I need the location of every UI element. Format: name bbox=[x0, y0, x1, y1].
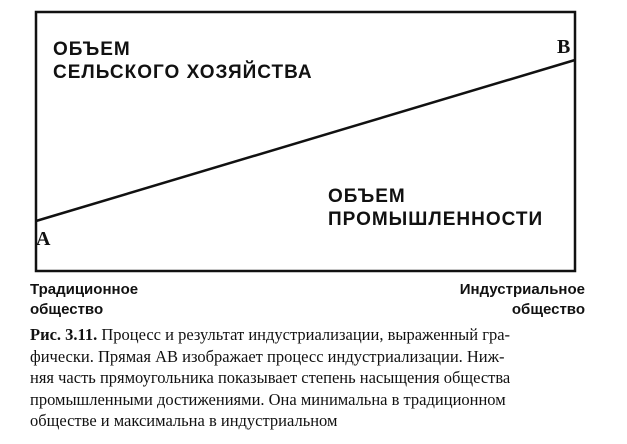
industrial-label-line-2: общество bbox=[511, 301, 585, 318]
traditional-label-line-2: общество bbox=[30, 301, 104, 318]
caption-line-5: обществе и максимальна в индустриальном bbox=[30, 411, 338, 430]
figure-caption bbox=[30, 324, 615, 432]
agriculture-label-line-2: СЕЛЬСКОГО ХОЗЯЙСТВА bbox=[53, 62, 313, 83]
industrial-label-line-1: Индустриальное bbox=[459, 281, 585, 298]
traditional-society-label bbox=[30, 280, 138, 320]
caption-line-4: промышленными достижениями. Она минимальна в традиционном bbox=[30, 389, 506, 409]
point-b-label: B bbox=[557, 36, 571, 58]
traditional-label-line-1: Традиционное bbox=[30, 281, 139, 298]
caption-line-1 bbox=[30, 324, 615, 346]
agriculture-label-line-1: ОБЪЕМ bbox=[53, 39, 131, 60]
industry-label-line-1: ОБЪЕМ bbox=[328, 186, 406, 207]
figure-number: Рис. 3.11. bbox=[30, 325, 98, 344]
point-a-label: A bbox=[36, 228, 51, 250]
industry-volume-label bbox=[328, 185, 543, 231]
industrial-society-label bbox=[460, 280, 585, 320]
caption-text-1: Процесс и результат индустриализации, выраженный гра- bbox=[97, 325, 511, 344]
agriculture-volume-label bbox=[53, 38, 313, 84]
caption-line-3: няя часть прямоугольника показывает степень насыщения общества bbox=[30, 368, 511, 387]
caption-line-2: фически. Прямая АВ изображает процесс индустриализации. Ниж- bbox=[30, 346, 505, 366]
industry-label-line-2: ПРОМЫШЛЕННОСТИ bbox=[328, 209, 544, 230]
